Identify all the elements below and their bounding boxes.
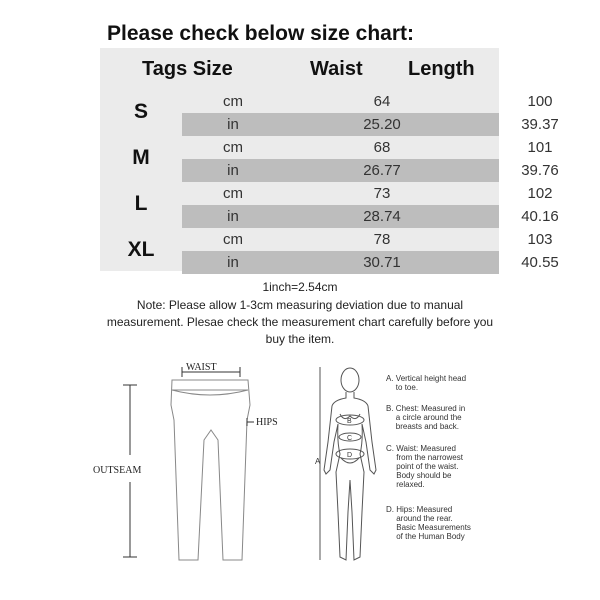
length-cell: 39.37	[521, 116, 559, 133]
unit-cell: in	[227, 254, 239, 271]
marker-c: C	[347, 435, 353, 442]
measurement-letter: D.	[386, 505, 394, 514]
leggings-diagram	[90, 360, 300, 565]
unit-cell: cm	[223, 93, 243, 110]
measurement-text: Waist: Measured from the narrowest point of the waist. Body should be relaxed.	[396, 444, 463, 489]
header-length: Length	[408, 58, 475, 80]
size-tag-xl: XL	[127, 238, 155, 261]
unit-cell: in	[227, 162, 239, 179]
marker-b: B	[347, 418, 352, 425]
measurement-text: Vertical height head to toe.	[395, 374, 467, 392]
marker-d: D	[347, 452, 353, 459]
measurement-text: Chest: Measured in a circle around the breasts and back.	[395, 404, 466, 431]
conversion-note: 1inch=2.54cm	[262, 280, 338, 294]
measurement-note: Note: Please allow 1-3cm measuring deviation due to manual measurement. Plesae check the measurement chart carefully before you buy the item.	[106, 298, 494, 346]
length-cell: 100	[527, 93, 553, 110]
table-row	[182, 205, 559, 228]
measurement-letter: C.	[386, 444, 394, 453]
body-diagram	[310, 362, 390, 572]
measurement-text: Hips: Measured around the rear. Basic Measurements of the Human Body	[396, 505, 471, 541]
waist-cell: 73	[373, 185, 391, 202]
measurement-c	[386, 444, 463, 489]
measurement-b	[386, 404, 465, 431]
measurement-letter: B.	[386, 404, 394, 413]
length-cell: 40.16	[521, 208, 559, 225]
measurement-letter: A.	[386, 374, 394, 383]
length-cell: 103	[527, 231, 553, 248]
unit-cell: cm	[223, 139, 243, 156]
length-cell: 101	[527, 139, 553, 156]
size-tag-m: M	[132, 146, 150, 169]
header-tags-size: Tags Size	[142, 58, 233, 80]
waist-cell: 78	[373, 231, 391, 248]
waist-label: WAIST	[186, 362, 217, 373]
waist-cell: 30.71	[363, 254, 401, 271]
table-row	[182, 228, 553, 251]
size-tag-s: S	[133, 100, 148, 123]
waist-cell: 68	[373, 139, 391, 156]
length-cell: 39.76	[521, 162, 559, 179]
waist-cell: 64	[373, 93, 391, 110]
length-cell: 102	[527, 185, 553, 202]
measurement-d	[386, 505, 471, 541]
unit-cell: in	[227, 116, 239, 133]
unit-cell: cm	[223, 231, 243, 248]
length-cell: 40.55	[521, 254, 559, 271]
table-row	[182, 251, 559, 274]
header-waist: Waist	[310, 58, 363, 80]
waist-cell: 25.20	[363, 116, 401, 133]
table-row	[182, 159, 559, 182]
hips-label: HIPS	[256, 417, 278, 428]
unit-cell: in	[227, 208, 239, 225]
table-row	[182, 90, 553, 113]
table-row	[182, 182, 553, 205]
marker-a: A	[315, 457, 321, 466]
measurement-a	[386, 374, 466, 392]
waist-cell: 26.77	[363, 162, 401, 179]
table-row	[182, 113, 559, 136]
size-table	[100, 48, 559, 271]
waist-cell: 28.74	[363, 208, 401, 225]
outseam-label: OUTSEAM	[93, 465, 142, 476]
table-row	[182, 136, 553, 159]
size-tag-l: L	[134, 192, 148, 215]
unit-cell: cm	[223, 185, 243, 202]
size-chart-title: Please check below size chart:	[107, 22, 414, 45]
